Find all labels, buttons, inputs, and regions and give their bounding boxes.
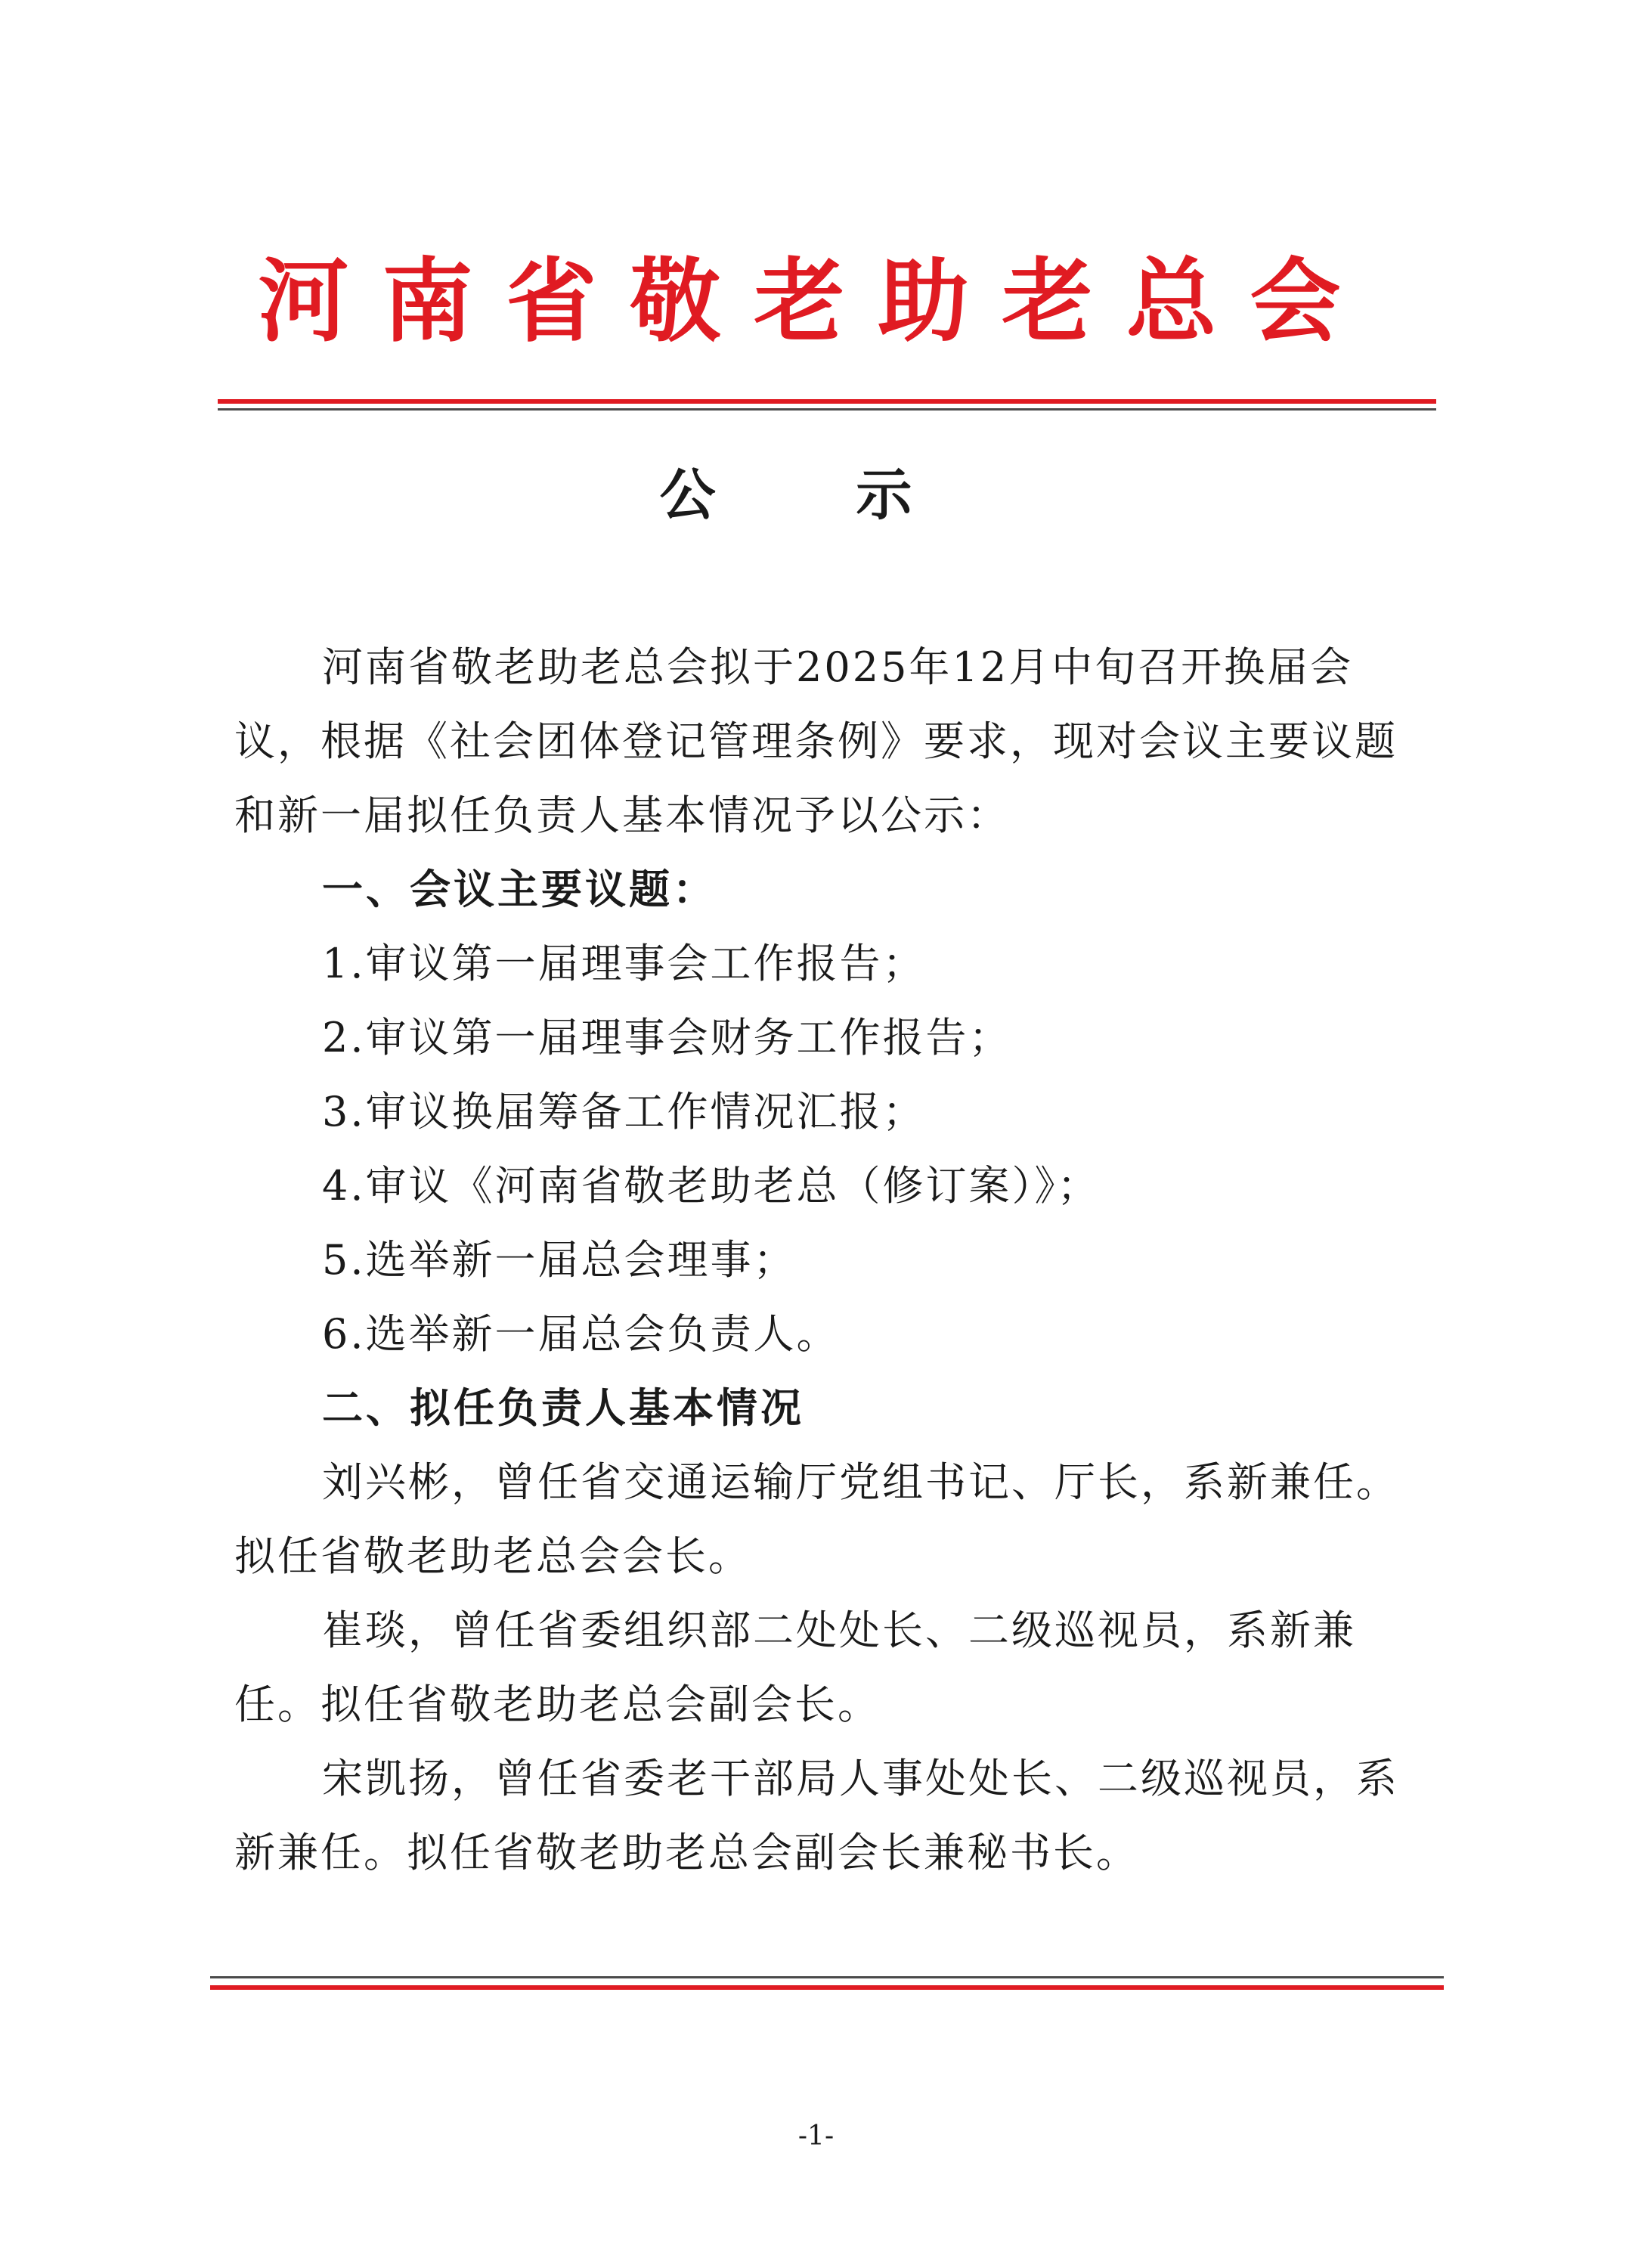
document-body: [234, 631, 1429, 1890]
letterhead-title: 河南省敬老助老总会: [258, 249, 1374, 355]
list-item: 6.选举新一届总会负责人。: [322, 1310, 840, 1358]
document-title: 公 示: [659, 463, 973, 528]
list-item: 5.选举新一届总会理事；: [322, 1236, 797, 1284]
candidate-paragraph: 刘兴彬，曾任省交通运输厅党组书记、厅长，系新兼任。拟任省敬老助老总会会长。: [234, 1458, 1399, 1580]
section-heading-candidates: 二、拟任负责人基本情况: [322, 1384, 804, 1432]
footer-divider: [210, 1985, 1444, 1990]
list-item: 2.审议第一届理事会财务工作报告；: [322, 1014, 1012, 1061]
section-heading-topics: 一、会议主要议题：: [322, 866, 717, 913]
candidate-paragraph: 宋凯扬，曾任省委老干部局人事处处长、二级巡视员，系新兼任。拟任省敬老助老总会副会长兼秘书长。: [234, 1755, 1399, 1876]
list-item: 3.审议换届筹备工作情况汇报；: [322, 1088, 926, 1136]
list-item: 4.审议《河南省敬老助老总（修订案）》；: [322, 1162, 1101, 1210]
letterhead-divider: [218, 399, 1436, 404]
candidate-paragraph: 崔琰，曾任省委组织部二处处长、二级巡视员，系新兼任。拟任省敬老助老总会副会长。: [234, 1606, 1356, 1728]
list-item: 1.审议第一届理事会工作报告；: [322, 940, 926, 987]
footer-divider-thin: [210, 1976, 1444, 1978]
letterhead-divider-thin: [218, 408, 1436, 411]
intro-paragraph: 河南省敬老助老总会拟于2025年12月中旬召开换届会议，根据《社会团体登记管理条例》要求，现对会议主要议题和新一届拟任负责人基本情况予以公示：: [234, 643, 1398, 839]
page-number: -1-: [797, 2121, 835, 2152]
